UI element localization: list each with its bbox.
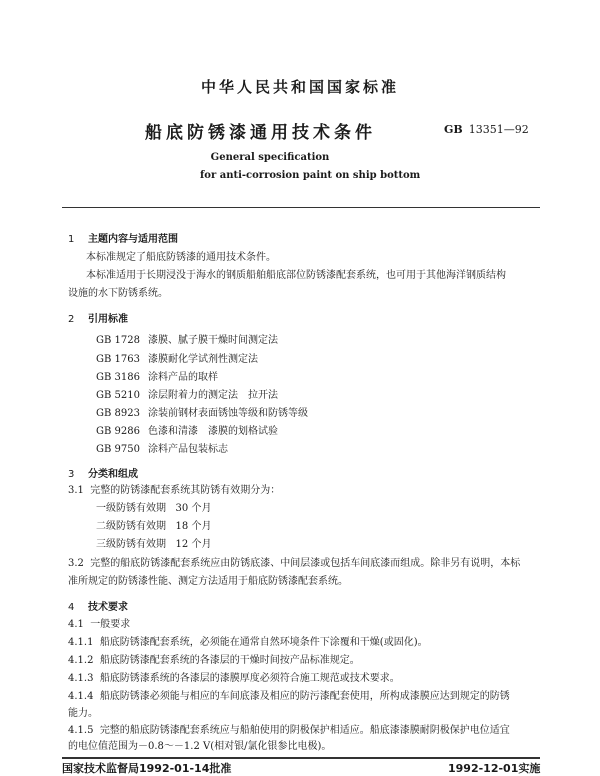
grade-period: 30 个月: [175, 503, 212, 514]
standard-number: 13351—92: [468, 123, 529, 136]
reference-code: GB 1763: [96, 354, 140, 365]
clause-text: 船底防锈漆配套系统，必须能在通常自然环境条件下涂覆和干燥(或固化)。: [99, 637, 428, 648]
clause-number: 4.1.4: [68, 691, 94, 702]
section-4-heading: [68, 598, 128, 613]
document-title: 船底防锈漆通用技术条件: [145, 123, 376, 143]
grade-name: 一级防锈有效期: [96, 503, 166, 514]
section-1-para-2-line-1: 本标准适用于长期浸没于海水的钢质船舶船底部位防锈漆配套系统，也可用于其他海洋钢质结构: [86, 270, 506, 281]
clause-text: 完整的防锈漆配套系统其防锈有效期分为：: [90, 485, 281, 496]
grade-period: 12 个月: [175, 539, 212, 550]
clause-text: 一般要求: [90, 619, 131, 630]
section-3-heading: [68, 465, 138, 480]
section-1-para-2-line-2: 设施的水下防锈系统。: [68, 288, 168, 299]
reference-desc: 涂层附着力的测定法 拉开法: [148, 390, 278, 401]
clause-text: 船底防锈漆配套系统的各漆层的干燥时间按产品标准规定。: [99, 655, 360, 666]
section-2-title: 引用标准: [88, 314, 128, 325]
standard-prefix: GB: [444, 123, 463, 136]
reference-item: [96, 422, 278, 437]
reference-desc: 涂料产品的取样: [148, 372, 218, 383]
reference-code: GB 9750: [96, 444, 140, 455]
approval-info: 国家技术监督局1992-01-14批准: [62, 762, 232, 775]
grade-name: 二级防锈有效期: [96, 521, 166, 532]
section-2-number: 2: [68, 314, 75, 325]
section-1-title: 主题内容与适用范围: [88, 234, 178, 245]
reference-item: [96, 350, 258, 365]
section-1-number: 1: [68, 234, 75, 245]
section-2-heading: [68, 310, 128, 325]
reference-code: GB 3186: [96, 372, 140, 383]
clause-number: 4.1.1: [68, 637, 94, 648]
reference-item: [96, 331, 278, 346]
english-title-line-2: for anti-corrosion paint on ship bottom: [200, 170, 421, 181]
section-3-number: 3: [68, 469, 75, 480]
clause-text: 船底防锈漆系统的各漆层的漆膜厚度必须符合施工规范或技术要求。: [99, 673, 400, 684]
section-1-heading: [68, 230, 178, 245]
effective-date: 1992-12-01实施: [448, 762, 541, 775]
reference-desc: 涂装前钢材表面锈蚀等级和防锈等级: [148, 408, 308, 419]
clause-number: 4.1.2: [68, 655, 94, 666]
clause-number: 4.1.3: [68, 673, 94, 684]
clause-3-1: [68, 482, 280, 500]
section-1-para-1: 本标准规定了船底防锈漆的通用技术条件。: [86, 252, 276, 263]
reference-desc: 色漆和清漆 漆膜的划格试验: [148, 426, 278, 437]
clause-number: 4.1.5: [68, 725, 94, 736]
clause-4-1-3: [68, 670, 400, 688]
grade-name: 三级防锈有效期: [96, 539, 166, 550]
section-4-number: 4: [68, 602, 75, 613]
clause-4-1-4-line-2: 能力。: [68, 708, 98, 719]
section-4-title: 技术要求: [88, 602, 128, 613]
reference-item: [96, 368, 218, 383]
english-title-line-1: General specification: [210, 152, 330, 163]
header-divider: [62, 207, 540, 208]
standard-code: [444, 123, 529, 136]
clause-text: 完整的船底防锈漆配套系统应与船舶使用的阴极保护相适应。船底漆漆膜耐阴极保护电位适宜: [99, 725, 510, 736]
clause-4-1-4-line-1: [68, 688, 510, 706]
clause-3-2-line-1: [68, 555, 520, 573]
grade-item: [96, 536, 211, 554]
clause-4-1-1: [68, 634, 428, 652]
clause-4-1-2: [68, 652, 360, 670]
reference-item: [96, 440, 228, 455]
reference-item: [96, 404, 308, 419]
reference-item: [96, 386, 278, 401]
grade-item: [96, 500, 211, 518]
reference-desc: 涂料产品包装标志: [148, 444, 228, 455]
reference-code: GB 9286: [96, 426, 140, 437]
reference-desc: 漆膜、腻子膜干燥时间测定法: [148, 335, 278, 346]
clause-3-2-line-2: 准所规定的防锈漆性能、测定方法适用于船底防锈漆配套系统。: [68, 576, 348, 587]
grade-item: [96, 518, 211, 536]
clause-4-1: [68, 616, 130, 634]
reference-desc: 漆膜耐化学试剂性测定法: [148, 354, 258, 365]
clause-text: 船底防锈漆必须能与相应的车间底漆及相应的防污漆配套使用，所构成漆膜应达到规定的防锈: [99, 691, 510, 702]
grade-period: 18 个月: [175, 521, 212, 532]
footer-divider: [62, 757, 540, 759]
reference-code: GB 8923: [96, 408, 140, 419]
clause-number: 3.2: [68, 558, 84, 569]
reference-code: GB 1728: [96, 335, 140, 346]
standard-title: 中华人民共和国国家标准: [200, 78, 399, 96]
clause-4-1-5-line-2: 的电位值范围为－0.8～－1.2 V(相对银/氯化银参比电极)。: [68, 741, 332, 752]
section-3-title: 分类和组成: [88, 469, 138, 480]
reference-code: GB 5210: [96, 390, 140, 401]
clause-text: 完整的船底防锈漆配套系统应由防锈底漆、中间层漆或包括车间底漆而组成。除非另有说明，本标: [90, 558, 521, 569]
clause-number: 4.1: [68, 619, 84, 630]
clause-number: 3.1: [68, 485, 84, 496]
